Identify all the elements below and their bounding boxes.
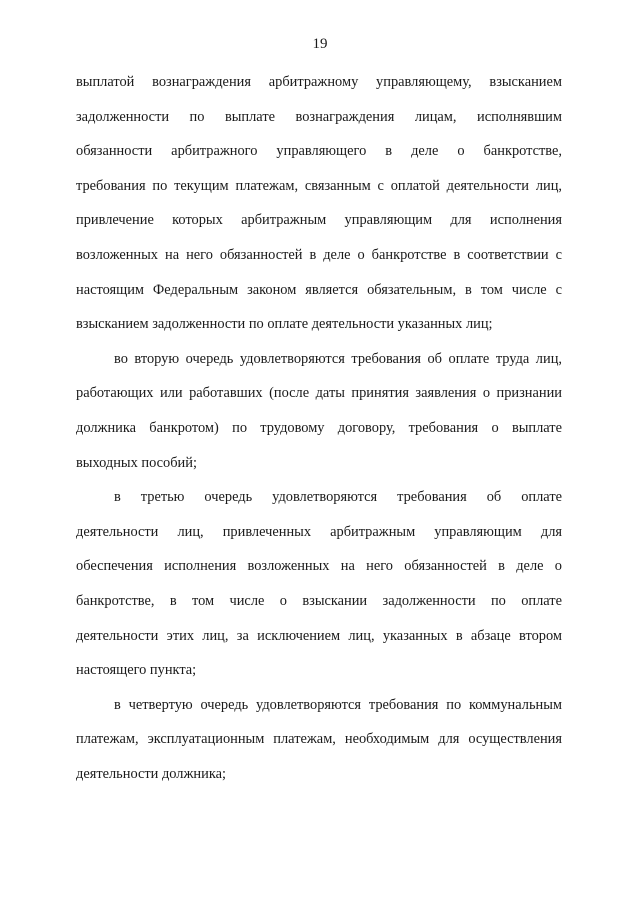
page-number: 19 <box>312 36 328 52</box>
text-line: деятельности этих лиц, за исключением лиц, указанных в абзаце втором <box>76 627 562 644</box>
text-line: настоящего пункта; <box>76 662 197 679</box>
text-line: работающих или работавших (после даты принятия заявления о признании <box>76 385 562 402</box>
text-line: должника банкротом) по трудовому договору, требования о выплате <box>76 419 562 436</box>
text-line: во вторую очередь удовлетворяются требования об оплате труда лиц, <box>114 350 562 367</box>
text-line: выплатой вознаграждения арбитражному управляющему, взысканием <box>76 74 562 90</box>
text-line: банкротстве, в том числе о взыскании задолженности по оплате <box>76 592 562 609</box>
paragraph-1 <box>76 65 562 342</box>
text-line: требования по текущим платежам, связанным с оплатой деятельности лиц, <box>76 177 562 194</box>
document-body <box>76 65 562 791</box>
paragraph-4 <box>76 688 562 792</box>
text-line: деятельности должника; <box>76 765 226 782</box>
paragraph-2 <box>76 342 562 480</box>
text-line: настоящим Федеральным законом является обязательным, в том числе с <box>76 281 562 298</box>
text-line: задолженности по выплате вознаграждения лицам, исполнявшим <box>76 108 562 125</box>
text-line: в третью очередь удовлетворяются требования об оплате <box>114 489 562 506</box>
text-line: выходных пособий; <box>76 454 197 471</box>
text-line: взысканием задолженности по оплате деятельности указанных лиц; <box>76 316 493 333</box>
text-line: привлечение которых арбитражным управляющим для исполнения <box>76 212 562 229</box>
text-line: в четвертую очередь удовлетворяются требования по коммунальным <box>114 696 562 713</box>
text-line: обеспечения исполнения возложенных на него обязанностей в деле о <box>76 558 562 575</box>
text-line: возложенных на него обязанностей в деле о банкротстве в соответствии с <box>76 246 562 263</box>
paragraph-3 <box>76 480 562 688</box>
text-line: платежам, эксплуатационным платежам, необходимым для осуществления <box>76 731 562 748</box>
text-line: обязанности арбитражного управляющего в деле о банкротстве, <box>76 143 562 160</box>
text-line: деятельности лиц, привлеченных арбитражным управляющим для <box>76 523 562 540</box>
